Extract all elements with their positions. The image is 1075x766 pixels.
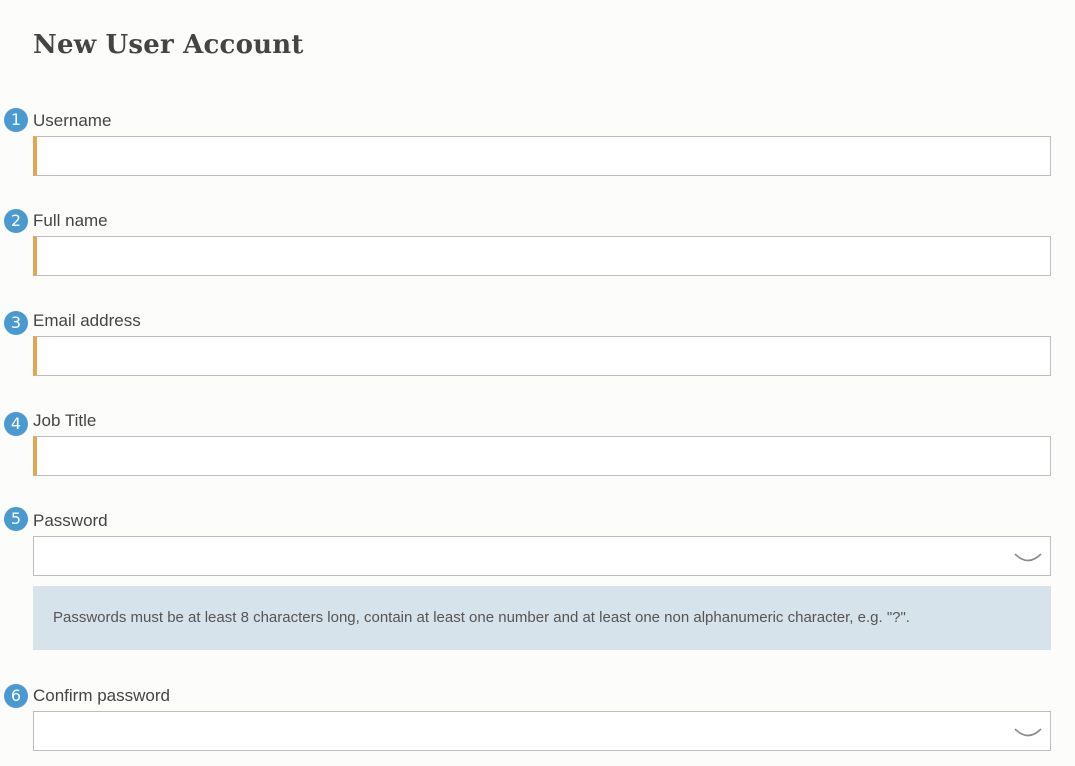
password-input[interactable] (34, 537, 1050, 575)
email-field-wrapper (33, 336, 1051, 376)
job-title-field-wrapper (33, 436, 1051, 476)
step-number-badge: 3 (4, 311, 28, 335)
step-number-badge: 6 (4, 684, 28, 708)
username-field-wrapper (33, 136, 1051, 176)
closed-eye-icon[interactable] (1014, 549, 1042, 565)
confirm-password-field-wrapper (33, 711, 1051, 751)
username-label: Username (33, 111, 112, 130)
email-input[interactable] (37, 337, 1050, 375)
job-title-label: Job Title (33, 411, 97, 430)
page-title: New User Account (33, 30, 304, 60)
email-label: Email address (33, 311, 141, 330)
job-title-input[interactable] (37, 437, 1050, 475)
step-number-badge: 5 (4, 507, 28, 531)
full-name-label: Full name (33, 211, 108, 230)
username-input[interactable] (37, 137, 1050, 175)
password-label: Password (33, 511, 108, 530)
confirm-password-input[interactable] (34, 712, 1050, 750)
step-number-badge: 2 (4, 209, 28, 233)
full-name-field-wrapper (33, 236, 1051, 276)
full-name-input[interactable] (37, 237, 1050, 275)
confirm-password-label: Confirm password (33, 686, 170, 705)
closed-eye-icon[interactable] (1014, 724, 1042, 740)
step-number-badge: 4 (4, 412, 28, 436)
step-number-badge: 1 (4, 108, 28, 132)
password-requirements-hint: Passwords must be at least 8 characters long, contain at least one number and at least one non alphanumeric character, e.g. "?". (33, 586, 1051, 650)
password-field-wrapper (33, 536, 1051, 576)
